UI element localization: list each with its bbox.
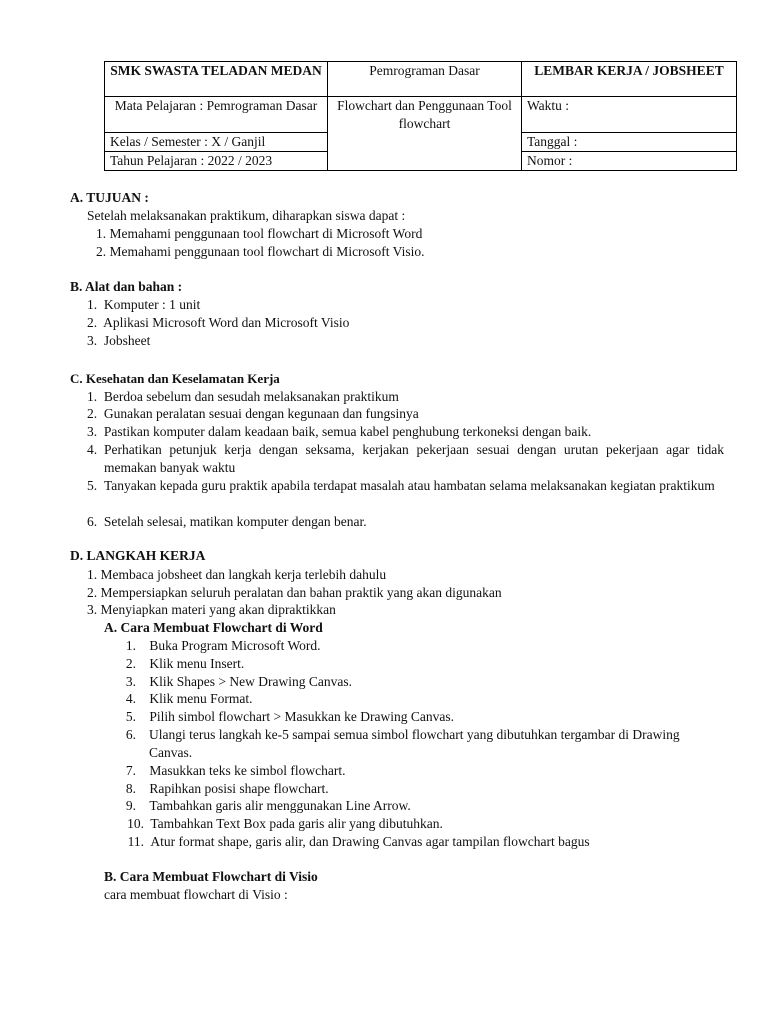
list-number: 1.: [87, 567, 98, 582]
visio-heading: B. Cara Membuat Flowchart di Visio: [104, 869, 318, 884]
list-number: 5.: [87, 478, 98, 493]
list-number: 9.: [125, 798, 136, 813]
list-text: Memahami penggunaan tool flowchart di Microsoft Visio.: [109, 244, 425, 259]
waktu-cell: Waktu :: [522, 97, 737, 133]
list-text: Gunakan peralatan sesuai dengan kegunaan dan fungsinya: [103, 406, 419, 421]
list-text: Aplikasi Microsoft Word dan Microsoft Visio: [103, 315, 350, 330]
list-item: [87, 584, 502, 602]
list-number: 3.: [87, 424, 98, 439]
list-item: [124, 708, 454, 726]
list-item: [124, 673, 352, 691]
list-item: [87, 601, 336, 619]
list-number: 4.: [125, 691, 136, 706]
list-text: Klik menu Format.: [149, 691, 253, 706]
langkah-heading: D. LANGKAH KERJA: [70, 548, 206, 563]
list-text: Klik menu Insert.: [149, 656, 245, 671]
list-number: 1.: [87, 297, 98, 312]
kelas-cell: Kelas / Semester : X / Ganjil: [105, 133, 328, 152]
list-number: 1.: [125, 638, 136, 653]
header-table: [104, 61, 737, 171]
list-text: Komputer : 1 unit: [103, 297, 201, 312]
list-number: 8.: [125, 781, 136, 796]
list-number: 4.: [87, 442, 98, 457]
list-number: 1.: [96, 226, 107, 241]
k3-heading: C. Kesehatan dan Keselamatan Kerja: [70, 371, 280, 386]
list-text: Masukkan teks ke simbol flowchart.: [149, 763, 346, 778]
list-text: Memahami penggunaan tool flowchart di Microsoft Word: [109, 226, 423, 241]
list-number: 2.: [96, 244, 107, 259]
tanggal-cell: Tanggal :: [522, 133, 737, 152]
list-number: 3.: [87, 602, 98, 617]
list-text: Tambahkan Text Box pada garis alir yang dibutuhkan.: [150, 816, 443, 831]
list-text: Klik Shapes > New Drawing Canvas.: [149, 674, 352, 689]
list-text: Perhatikan petunjuk kerja dengan seksama, kerjakan pekerjaan sesuai dengan urutan pekerjaan agar tidak memakan banyak waktu: [104, 442, 724, 475]
list-item: [87, 296, 200, 314]
list-number: 7.: [125, 763, 136, 778]
list-text: Tambahkan garis alir menggunakan Line Arrow.: [149, 798, 411, 813]
list-text: Ulangi terus langkah ke-5 sampai semua simbol flowchart yang dibutuhkan tergambar di Drawing Canvas.: [149, 727, 680, 760]
mata-pelajaran-cell: Mata Pelajaran : Pemrograman Dasar: [105, 97, 328, 133]
subject-top: Pemrograman Dasar: [328, 62, 522, 97]
list-text: Atur format shape, garis alir, dan Drawing Canvas agar tampilan flowchart bagus: [150, 834, 590, 849]
list-item: [87, 388, 399, 406]
list-item: [124, 797, 411, 815]
school-name: SMK SWASTA TELADAN MEDAN: [105, 62, 328, 97]
list-text: Pastikan komputer dalam keadaan baik, semua kabel penghubung terkoneksi dengan baik.: [103, 424, 592, 439]
doc-type: LEMBAR KERJA / JOBSHEET: [522, 62, 737, 97]
visio-intro: cara membuat flowchart di Visio :: [104, 887, 288, 902]
list-item: [87, 513, 367, 531]
list-number: 2.: [125, 656, 136, 671]
list-item: [124, 833, 590, 851]
list-text: Tanyakan kepada guru praktik apabila terdapat masalah atau hambatan selama melaksanakan kegiatan praktikum: [104, 478, 715, 493]
nomor-cell: Nomor :: [522, 152, 737, 171]
list-item: [96, 225, 422, 243]
list-item: [87, 314, 349, 332]
tujuan-heading: A. TUJUAN :: [70, 190, 149, 205]
list-item: [124, 762, 345, 780]
list-item: [87, 423, 591, 441]
list-text: Menyiapkan materi yang akan dipraktikkan: [100, 602, 336, 617]
list-item: [87, 405, 419, 423]
list-text: Rapihkan posisi shape flowchart.: [149, 781, 329, 796]
topic-cell: Flowchart dan Penggunaan Tool flowchart: [328, 97, 522, 171]
tujuan-intro: Setelah melaksanakan praktikum, diharapkan siswa dapat :: [87, 208, 406, 223]
list-number: 5.: [125, 709, 136, 724]
list-number: 2.: [87, 585, 98, 600]
list-item: [124, 815, 443, 833]
list-text: Setelah selesai, matikan komputer dengan benar.: [103, 514, 367, 529]
list-number: 3.: [125, 674, 136, 689]
list-number: 10.: [127, 816, 144, 831]
list-text: Jobsheet: [103, 333, 151, 348]
list-number: 6.: [87, 514, 98, 529]
list-item: [124, 637, 321, 655]
list-text: Membaca jobsheet dan langkah kerja terlebih dahulu: [100, 567, 387, 582]
list-number: 3.: [87, 333, 98, 348]
list-item: [87, 332, 150, 350]
list-number: [124, 726, 136, 744]
list-number: 2.: [87, 406, 98, 421]
list-text: Berdoa sebelum dan sesudah melaksanakan praktikum: [103, 389, 399, 404]
tahun-cell: Tahun Pelajaran : 2022 / 2023: [105, 152, 328, 171]
list-item: [124, 655, 244, 673]
list-text: Buka Program Microsoft Word.: [149, 638, 321, 653]
list-item: [87, 566, 386, 584]
alat-heading: B. Alat dan bahan :: [70, 279, 183, 294]
list-item: [124, 690, 253, 708]
list-text: Pilih simbol flowchart > Masukkan ke Drawing Canvas.: [149, 709, 454, 724]
list-number: 6.: [125, 727, 136, 742]
list-item: [96, 243, 425, 261]
list-text: Mempersiapkan seluruh peralatan dan bahan praktik yang akan digunakan: [100, 585, 502, 600]
list-number: 2.: [87, 315, 98, 330]
list-number: 1.: [87, 389, 98, 404]
word-heading: A. Cara Membuat Flowchart di Word: [104, 620, 323, 635]
list-item: [124, 780, 329, 798]
list-number: 11.: [127, 834, 144, 849]
